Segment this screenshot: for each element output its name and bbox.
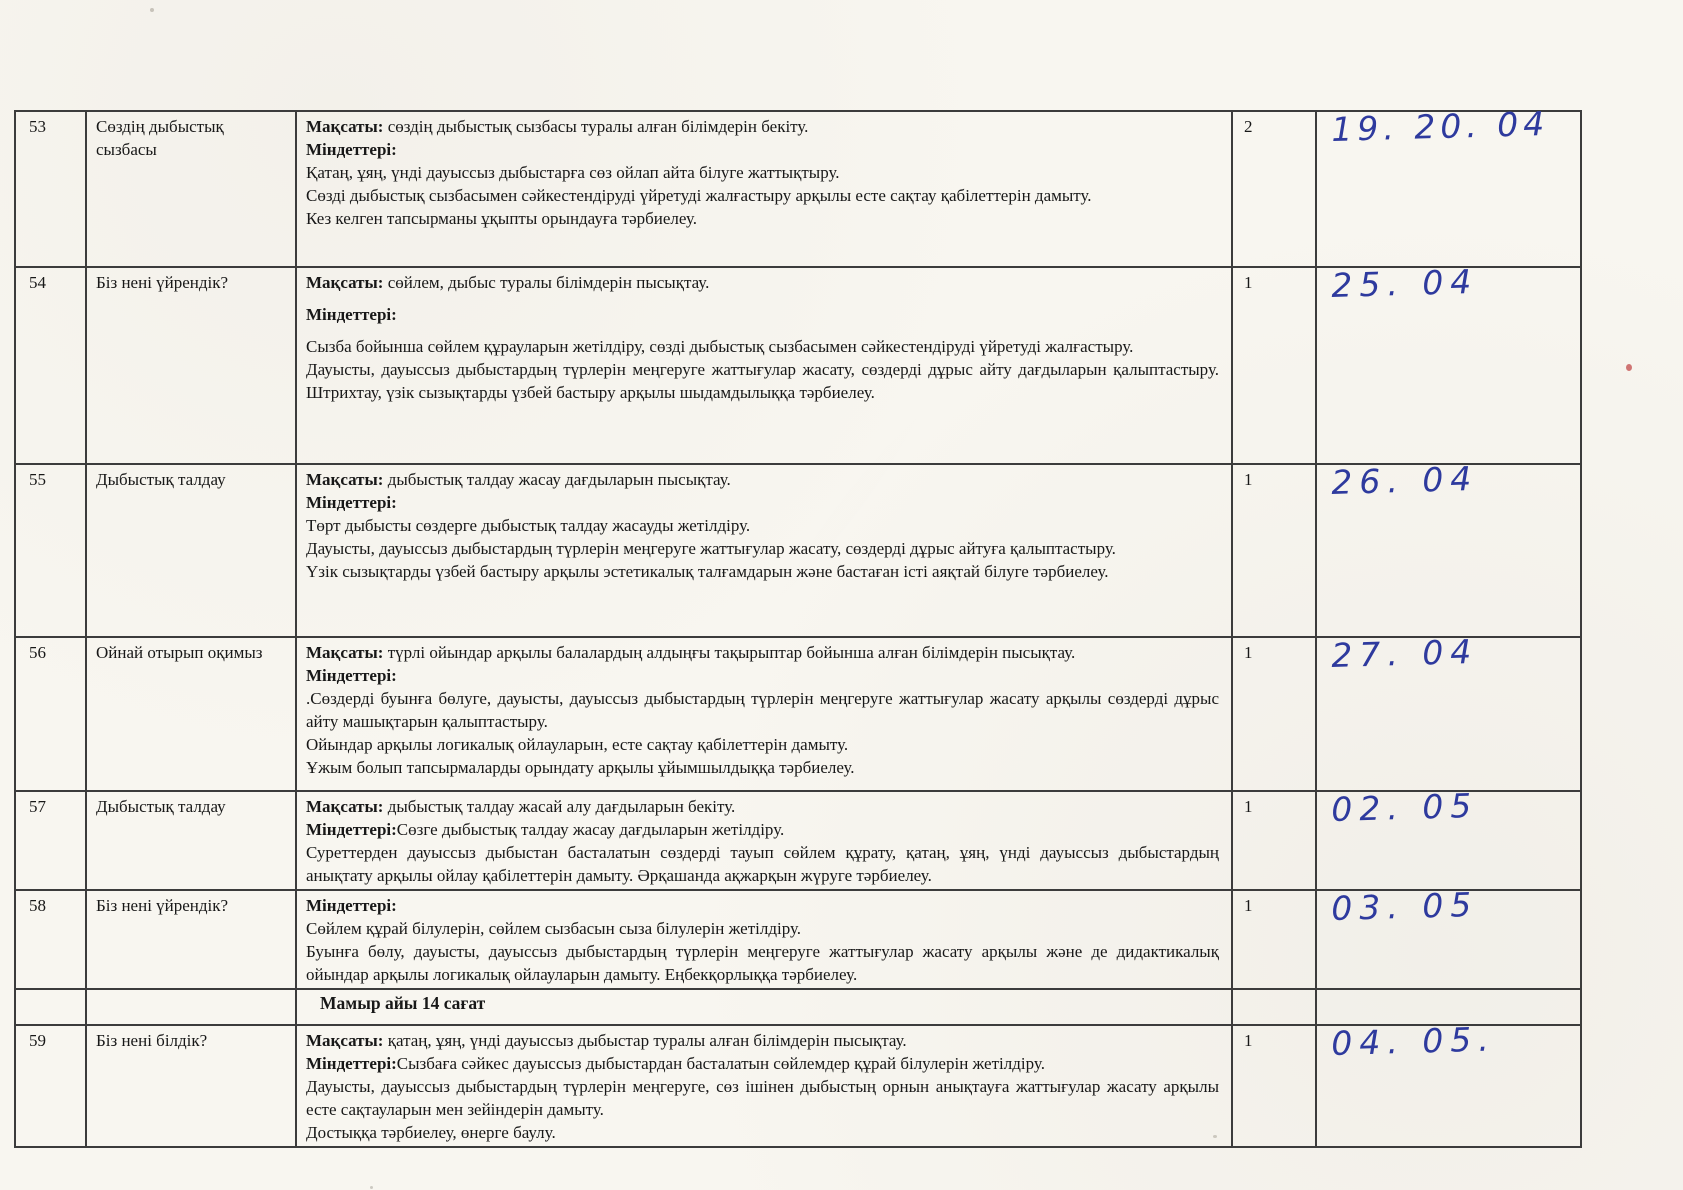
date-cell	[1316, 631, 1581, 791]
objective-paragraph: Буынға бөлу, дауысты, дауыссыз дыбыстардың түрлерін меңгеруге жаттығулар жасату арқылы және де дидактикалық ойындар арқылы логикалық ойлауларын дамыту. Еңбекқорлыққа тәрбиелеу.	[306, 942, 1219, 984]
objective-paragraph: Мақсаты: дыбыстық талдау жасау дағдыларын пысықтау.	[306, 470, 731, 489]
objective-paragraph: Ойындар арқылы логикалық ойлауларын, есте сақтау қабілеттерін дамыту.	[306, 735, 849, 754]
objectives-cell	[296, 1025, 1232, 1147]
empty-cell	[1316, 989, 1581, 1025]
objective-paragraph: Міндеттері:Сөзге дыбыстық талдау жасау дағдыларын жетілдіру.	[306, 820, 785, 839]
objectives-cell	[296, 637, 1232, 791]
row-number-cell: 57	[15, 791, 86, 890]
lesson-row	[15, 791, 1581, 890]
section-header-label: Мамыр айы 14 сағат	[320, 993, 486, 1013]
hours-cell: 1	[1232, 637, 1316, 791]
objective-paragraph	[306, 664, 1219, 687]
hours-cell: 1	[1232, 890, 1316, 989]
lesson-row	[15, 1025, 1581, 1147]
date-cell	[1316, 785, 1581, 890]
objective-paragraph: Мақсаты: сөйлем, дыбыс туралы білімдерін пысықтау.	[306, 273, 710, 292]
date-cell	[1316, 103, 1581, 267]
objective-paragraph: Сөйлем құрай білулерін, сөйлем сызбасын сыза білулерін жетілдіру.	[306, 919, 802, 938]
objective-paragraph: Дауысты, дауыссыз дыбыстардың түрлерін меңгеруге жаттығулар жасату, сөздерді дұрыс айту дағдыларын қалыптастыру. Штрихтау, үзік сызықтарды үзбей бастыру арқылы шыдамдылыққа тәрбиелеу.	[306, 360, 1219, 402]
objective-paragraph: Дауысты, дауыссыз дыбыстардың түрлерін меңгеруге жаттығулар жасату, сөздерді дұрыс айтуға қалыптастыру.	[306, 539, 1116, 558]
objective-label: Міндеттері:	[306, 493, 397, 512]
handwritten-date: 25. 04	[1330, 261, 1479, 305]
objective-paragraph: Мақсаты: дыбыстық талдау жасай алу дағдыларын бекіту.	[306, 797, 736, 816]
objectives-cell	[296, 111, 1232, 267]
handwritten-date: 02. 05	[1330, 785, 1479, 829]
topic-cell: Біз нені үйрендік?	[86, 890, 296, 989]
objective-paragraph: Төрт дыбысты сөздерге дыбыстық талдау жасауды жетілдіру.	[306, 516, 751, 535]
plan-table-body	[15, 103, 1581, 1147]
handwritten-date: 03. 05	[1330, 884, 1479, 928]
lesson-plan-table	[14, 103, 1582, 1148]
objective-paragraph: Дауысты, дауыссыз дыбыстардың түрлерін меңгеруге, сөз ішінен дыбыстың орнын анықтауға жаттығулар жасату арқылы есте сақтауларын мен зейіндерін дамыту.	[306, 1077, 1219, 1119]
handwritten-date: 04. 05.	[1330, 1019, 1497, 1063]
topic-cell: Біз нені үйрендік?	[86, 267, 296, 464]
topic-cell: Сөздің дыбыстық сызбасы	[86, 111, 296, 267]
objective-label: Мақсаты:	[306, 470, 384, 489]
row-number-cell: 55	[15, 464, 86, 637]
objective-paragraph: .Сөздерді буынға бөлуге, дауысты, дауыссыз дыбыстардың түрлерін меңгеруге жаттығулар жасату арқылы сөздерді дұрыс айту машықтарын қалыптастыру.	[306, 689, 1219, 731]
objective-paragraph	[306, 491, 1219, 514]
scan-speck	[370, 1186, 373, 1189]
red-ink-speck	[1626, 364, 1632, 371]
objective-paragraph: Мақсаты: қатаң, ұяң, үнді дауыссыз дыбыстар туралы алған білімдерін пысықтау.	[306, 1031, 907, 1050]
objective-label: Міндеттері:	[306, 666, 397, 685]
handwritten-date: 19. 20. 04	[1330, 103, 1550, 149]
objective-paragraph	[306, 894, 1219, 917]
empty-cell	[15, 989, 86, 1025]
objective-label: Мақсаты:	[306, 643, 384, 662]
objectives-cell	[296, 464, 1232, 637]
objective-paragraph: Қатаң, ұяң, үнді дауыссыз дыбыстарға сөз ойлап айта білуге жаттықтыру.	[306, 163, 840, 182]
objectives-cell	[296, 267, 1232, 464]
topic-cell: Дыбыстық талдау	[86, 464, 296, 637]
objective-paragraph: Міндеттері:Сызбаға сәйкес дауыссыз дыбыстардан басталатын сөйлемдер құрай білулерін жетілдіру.	[306, 1054, 1045, 1073]
objective-label: Мақсаты:	[306, 1031, 384, 1050]
objective-label: Мақсаты:	[306, 273, 384, 292]
section-header-cell	[296, 989, 1232, 1025]
objectives-cell	[296, 890, 1232, 989]
section-row	[15, 989, 1581, 1025]
row-number-cell: 58	[15, 890, 86, 989]
objective-paragraph: Мақсаты: сөздің дыбыстық сызбасы туралы алған білімдерін бекіту.	[306, 117, 809, 136]
lesson-row	[15, 890, 1581, 989]
row-number-cell: 56	[15, 637, 86, 791]
topic-cell: Біз нені білдік?	[86, 1025, 296, 1147]
empty-cell	[86, 989, 296, 1025]
date-cell	[1316, 1019, 1581, 1147]
objective-paragraph	[306, 138, 1219, 161]
objective-label: Міндеттері:	[306, 896, 397, 915]
row-number-cell: 59	[15, 1025, 86, 1147]
topic-cell: Ойнай отырып оқимыз	[86, 637, 296, 791]
objective-paragraph: Мақсаты: түрлі ойындар арқылы балалардың алдыңғы тақырыптар бойынша алған білімдерін пысықтау.	[306, 643, 1076, 662]
hours-cell: 1	[1232, 267, 1316, 464]
objective-label: Міндеттері:	[306, 1054, 397, 1073]
objective-paragraph: Үзік сызықтарды үзбей бастыру арқылы эстетикалық талғамдарын және бастаған істі аяқтай білуге тәрбиелеу.	[306, 562, 1109, 581]
objective-label: Міндеттері:	[306, 820, 397, 839]
objective-label: Міндеттері:	[306, 140, 397, 159]
lesson-row	[15, 637, 1581, 791]
objectives-cell	[296, 791, 1232, 890]
objective-paragraph: Сөзді дыбыстық сызбасымен сәйкестендіруді үйретуді жалғастыру арқылы есте сақтау қабілеттерін дамыту.	[306, 186, 1092, 205]
hours-cell: 1	[1232, 791, 1316, 890]
lesson-row	[15, 267, 1581, 464]
objective-paragraph: Достыққа тәрбиелеу, өнерге баулу.	[306, 1123, 556, 1142]
empty-cell	[1232, 989, 1316, 1025]
objective-paragraph	[306, 303, 1219, 326]
objective-paragraph: Ұжым болып тапсырмаларды орындату арқылы ұйымшылдыққа тәрбиелеу.	[306, 758, 855, 777]
hours-cell: 1	[1232, 464, 1316, 637]
objective-paragraph: Сызба бойынша сөйлем құрауларын жетілдіру, сөзді дыбыстық сызбасымен сәйкестендіруді үйретуді жалғастыру.	[306, 337, 1134, 356]
lesson-row	[15, 464, 1581, 637]
objective-paragraph: Кез келген тапсырманы ұқыпты орындауға тәрбиелеу.	[306, 209, 698, 228]
handwritten-date: 27. 04	[1330, 631, 1479, 675]
date-cell	[1316, 261, 1581, 464]
objective-label: Мақсаты:	[306, 797, 384, 816]
objective-paragraph: Суреттерден дауыссыз дыбыстан басталатын сөздерді тауып сөйлем құрату, қатаң, ұяң, үнді дауыссыз дыбыстардың анықтату арқылы ойлау қабілеттерін дамыту. Әрқашанда ақжарқын жүруге тәрбиелеу.	[306, 843, 1219, 885]
scan-speck	[150, 8, 154, 12]
lesson-row	[15, 111, 1581, 267]
hours-cell: 2	[1232, 111, 1316, 267]
date-cell	[1316, 458, 1581, 637]
hours-cell: 1	[1232, 1025, 1316, 1147]
handwritten-date: 26. 04	[1330, 458, 1479, 502]
row-number-cell: 54	[15, 267, 86, 464]
row-number-cell: 53	[15, 111, 86, 267]
topic-cell: Дыбыстық талдау	[86, 791, 296, 890]
date-cell	[1316, 884, 1581, 989]
objective-label: Міндеттері:	[306, 305, 397, 324]
objective-label: Мақсаты:	[306, 117, 384, 136]
